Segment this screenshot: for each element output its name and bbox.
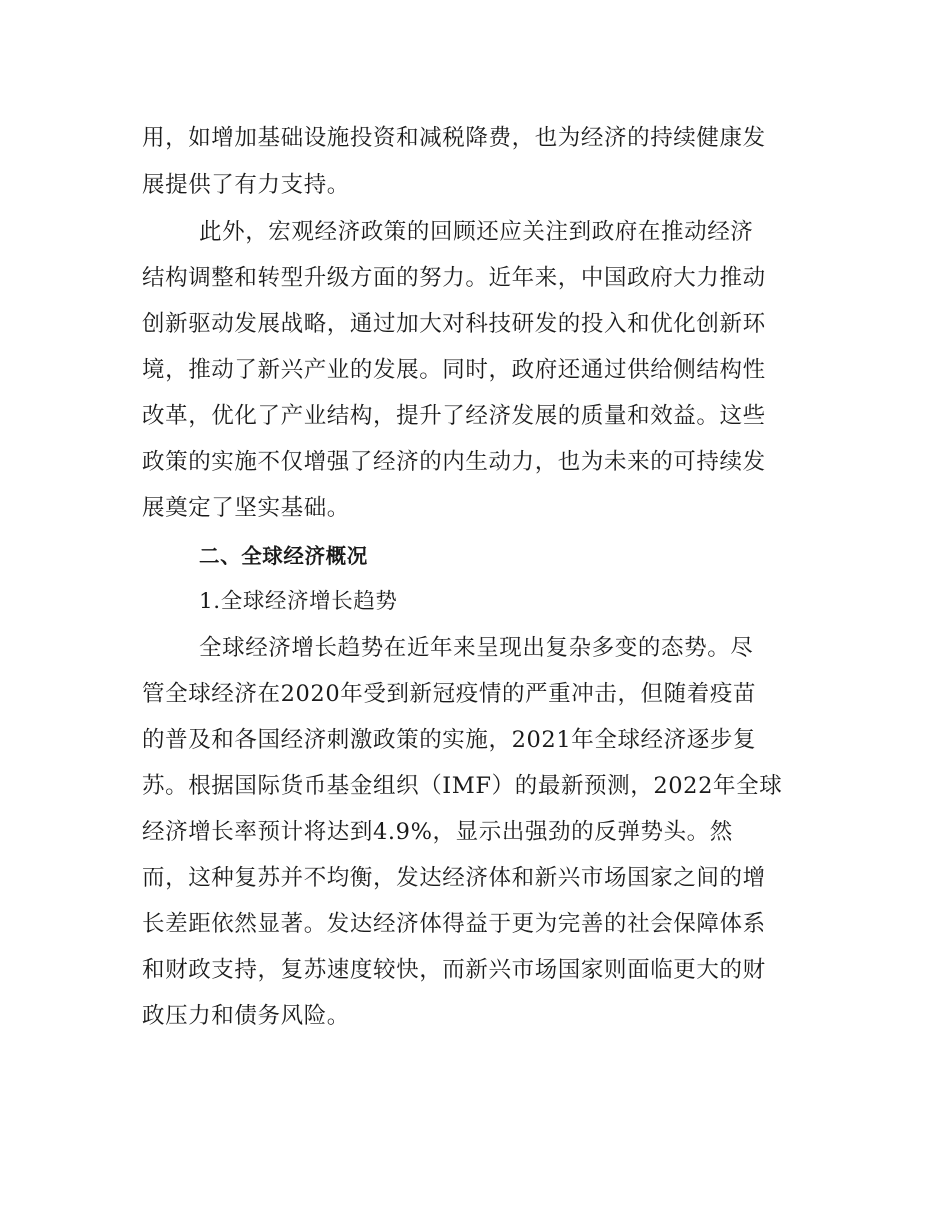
text-line: 而，这种复苏并不均衡，发达经济体和新兴市场国家之间的增 xyxy=(142,865,766,891)
section-heading: 二、全球经济概况 xyxy=(199,544,368,568)
text-line: 经济增长率预计将达到4.9%，显示出强劲的反弹势头。然 xyxy=(142,819,733,845)
text-line: 此外，宏观经济政策的回顾还应关注到政府在推动经济 xyxy=(199,219,754,245)
text-line: 长差距依然显著。发达经济体得益于更为完善的社会保障体系 xyxy=(142,911,766,937)
text-line: 苏。根据国际货币基金组织（IMF）的最新预测，2022年全球 xyxy=(142,773,783,799)
text-line: 全球经济增长趋势在近年来呈现出复杂多变的态势。尽 xyxy=(199,635,754,661)
text-line: 创新驱动发展战略，通过加大对科技研发的投入和优化创新环 xyxy=(142,311,766,337)
text-line: 改革，优化了产业结构，提升了经济发展的质量和效益。这些 xyxy=(142,403,766,429)
text-line: 的普及和各国经济刺激政策的实施，2021年全球经济逐步复 xyxy=(142,727,757,753)
subsection-heading: 1.全球经济增长趋势 xyxy=(199,589,398,614)
text-line: 展提供了有力支持。 xyxy=(142,172,350,198)
text-line: 展奠定了坚实基础。 xyxy=(142,495,350,521)
text-line: 政压力和债务风险。 xyxy=(142,1003,350,1029)
text-line: 和财政支持，复苏速度较快，而新兴市场国家则面临更大的财 xyxy=(142,957,766,983)
text-line: 政策的实施不仅增强了经济的内生动力，也为未来的可持续发 xyxy=(142,449,766,475)
text-line: 结构调整和转型升级方面的努力。近年来，中国政府大力推动 xyxy=(142,265,766,291)
text-line: 境，推动了新兴产业的发展。同时，政府还通过供给侧结构性 xyxy=(142,357,766,383)
text-line: 管全球经济在2020年受到新冠疫情的严重冲击，但随着疫苗 xyxy=(142,681,757,707)
text-line: 用，如增加基础设施投资和减税降费，也为经济的持续健康发 xyxy=(142,125,766,151)
